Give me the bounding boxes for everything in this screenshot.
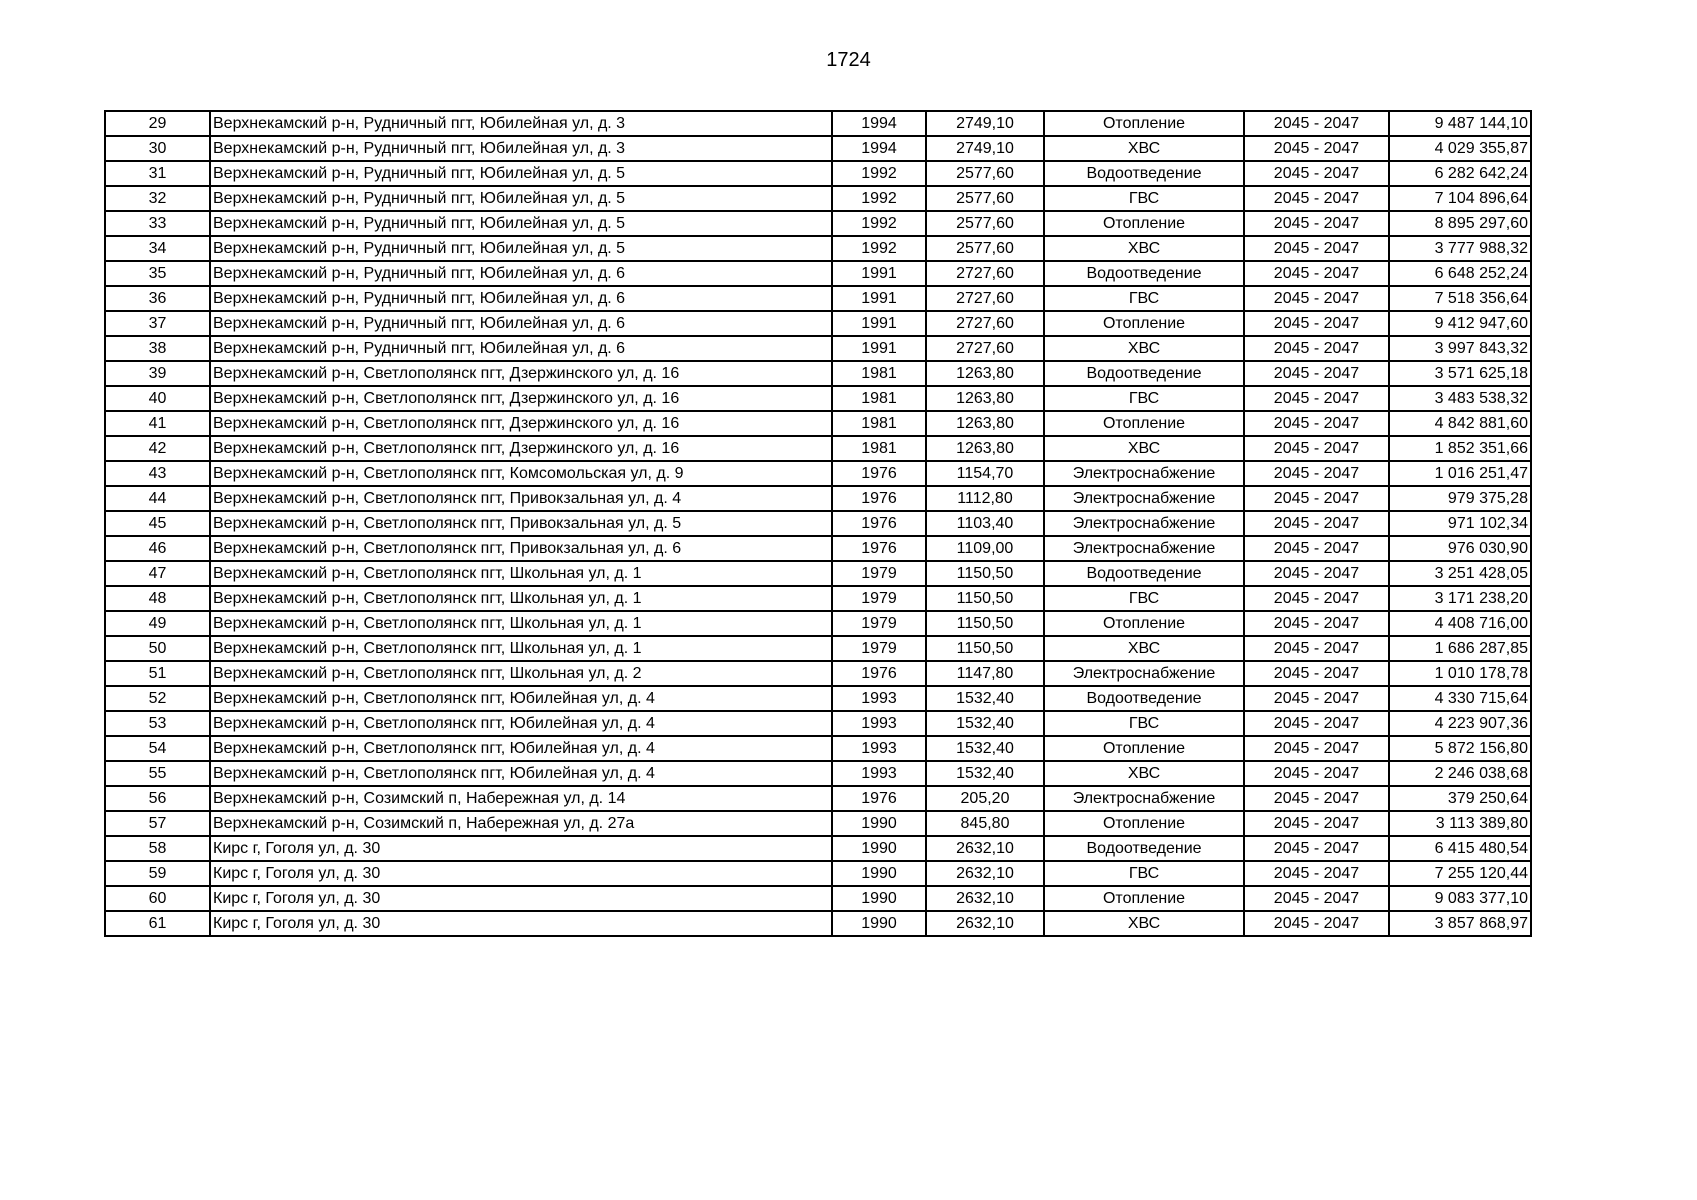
row-number-cell: 50	[105, 636, 210, 661]
area-cell: 2577,60	[926, 161, 1044, 186]
address-cell: Кирс г, Гоголя ул, д. 30	[210, 886, 832, 911]
cost-cell: 5 872 156,80	[1389, 736, 1531, 761]
area-cell: 1263,80	[926, 436, 1044, 461]
utility-system-cell: Электроснабжение	[1044, 486, 1244, 511]
address-cell: Кирс г, Гоголя ул, д. 30	[210, 861, 832, 886]
build-year-cell: 1981	[832, 436, 926, 461]
cost-cell: 9 487 144,10	[1389, 111, 1531, 136]
repair-period-cell: 2045 - 2047	[1244, 411, 1389, 436]
address-cell: Верхнекамский р-н, Светлополянск пгт, Юбилейная ул, д. 4	[210, 711, 832, 736]
area-cell: 1532,40	[926, 736, 1044, 761]
repair-period-cell: 2045 - 2047	[1244, 836, 1389, 861]
row-number-cell: 46	[105, 536, 210, 561]
repair-period-cell: 2045 - 2047	[1244, 111, 1389, 136]
build-year-cell: 1990	[832, 911, 926, 936]
repair-period-cell: 2045 - 2047	[1244, 486, 1389, 511]
cost-cell: 4 330 715,64	[1389, 686, 1531, 711]
row-number-cell: 44	[105, 486, 210, 511]
address-cell: Верхнекамский р-н, Светлополянск пгт, Привокзальная ул, д. 5	[210, 511, 832, 536]
table-row	[105, 411, 1531, 436]
repair-period-cell: 2045 - 2047	[1244, 761, 1389, 786]
address-cell: Верхнекамский р-н, Светлополянск пгт, Дзержинского ул, д. 16	[210, 411, 832, 436]
row-number-cell: 55	[105, 761, 210, 786]
utility-system-cell: Водоотведение	[1044, 161, 1244, 186]
address-cell: Верхнекамский р-н, Рудничный пгт, Юбилейная ул, д. 5	[210, 186, 832, 211]
row-number-cell: 39	[105, 361, 210, 386]
cost-cell: 4 029 355,87	[1389, 136, 1531, 161]
repair-period-cell: 2045 - 2047	[1244, 811, 1389, 836]
build-year-cell: 1994	[832, 111, 926, 136]
repair-period-cell: 2045 - 2047	[1244, 736, 1389, 761]
cost-cell: 2 246 038,68	[1389, 761, 1531, 786]
address-cell: Верхнекамский р-н, Рудничный пгт, Юбилейная ул, д. 5	[210, 211, 832, 236]
utility-system-cell: Водоотведение	[1044, 361, 1244, 386]
table-row	[105, 536, 1531, 561]
address-cell: Кирс г, Гоголя ул, д. 30	[210, 836, 832, 861]
table-row	[105, 361, 1531, 386]
area-cell: 1532,40	[926, 711, 1044, 736]
repair-period-cell: 2045 - 2047	[1244, 711, 1389, 736]
utility-system-cell: Водоотведение	[1044, 836, 1244, 861]
area-cell: 2727,60	[926, 286, 1044, 311]
cost-cell: 3 857 868,97	[1389, 911, 1531, 936]
address-cell: Верхнекамский р-н, Светлополянск пгт, Юбилейная ул, д. 4	[210, 686, 832, 711]
build-year-cell: 1976	[832, 786, 926, 811]
row-number-cell: 48	[105, 586, 210, 611]
cost-cell: 3 777 988,32	[1389, 236, 1531, 261]
build-year-cell: 1981	[832, 386, 926, 411]
table-row	[105, 236, 1531, 261]
row-number-cell: 33	[105, 211, 210, 236]
row-number-cell: 43	[105, 461, 210, 486]
repair-period-cell: 2045 - 2047	[1244, 686, 1389, 711]
area-cell: 1109,00	[926, 536, 1044, 561]
repair-period-cell: 2045 - 2047	[1244, 611, 1389, 636]
utility-system-cell: ХВС	[1044, 636, 1244, 661]
table-row	[105, 911, 1531, 936]
utility-system-cell: ГВС	[1044, 286, 1244, 311]
repair-period-cell: 2045 - 2047	[1244, 311, 1389, 336]
repair-period-cell: 2045 - 2047	[1244, 911, 1389, 936]
table-row	[105, 861, 1531, 886]
utility-system-cell: ХВС	[1044, 136, 1244, 161]
row-number-cell: 30	[105, 136, 210, 161]
repair-period-cell: 2045 - 2047	[1244, 661, 1389, 686]
area-cell: 1263,80	[926, 411, 1044, 436]
cost-cell: 979 375,28	[1389, 486, 1531, 511]
utility-system-cell: Отопление	[1044, 736, 1244, 761]
build-year-cell: 1991	[832, 261, 926, 286]
repair-schedule-table	[104, 110, 1532, 937]
area-cell: 2632,10	[926, 886, 1044, 911]
cost-cell: 971 102,34	[1389, 511, 1531, 536]
area-cell: 1532,40	[926, 686, 1044, 711]
utility-system-cell: Отопление	[1044, 311, 1244, 336]
address-cell: Верхнекамский р-н, Светлополянск пгт, Юбилейная ул, д. 4	[210, 761, 832, 786]
row-number-cell: 37	[105, 311, 210, 336]
utility-system-cell: ХВС	[1044, 236, 1244, 261]
table-row	[105, 436, 1531, 461]
row-number-cell: 34	[105, 236, 210, 261]
build-year-cell: 1993	[832, 761, 926, 786]
utility-system-cell: Водоотведение	[1044, 261, 1244, 286]
cost-cell: 3 113 389,80	[1389, 811, 1531, 836]
table-row	[105, 511, 1531, 536]
area-cell: 2577,60	[926, 236, 1044, 261]
build-year-cell: 1979	[832, 636, 926, 661]
address-cell: Верхнекамский р-н, Рудничный пгт, Юбилейная ул, д. 3	[210, 136, 832, 161]
utility-system-cell: ГВС	[1044, 711, 1244, 736]
row-number-cell: 49	[105, 611, 210, 636]
address-cell: Верхнекамский р-н, Созимский п, Набережная ул, д. 27а	[210, 811, 832, 836]
table-row	[105, 336, 1531, 361]
cost-cell: 8 895 297,60	[1389, 211, 1531, 236]
repair-period-cell: 2045 - 2047	[1244, 586, 1389, 611]
build-year-cell: 1992	[832, 186, 926, 211]
build-year-cell: 1992	[832, 211, 926, 236]
cost-cell: 1 852 351,66	[1389, 436, 1531, 461]
utility-system-cell: ГВС	[1044, 861, 1244, 886]
cost-cell: 3 483 538,32	[1389, 386, 1531, 411]
area-cell: 2632,10	[926, 836, 1044, 861]
area-cell: 1154,70	[926, 461, 1044, 486]
cost-cell: 4 842 881,60	[1389, 411, 1531, 436]
area-cell: 2749,10	[926, 111, 1044, 136]
area-cell: 1103,40	[926, 511, 1044, 536]
build-year-cell: 1976	[832, 536, 926, 561]
area-cell: 2727,60	[926, 336, 1044, 361]
repair-period-cell: 2045 - 2047	[1244, 336, 1389, 361]
cost-cell: 6 648 252,24	[1389, 261, 1531, 286]
repair-period-cell: 2045 - 2047	[1244, 261, 1389, 286]
repair-period-cell: 2045 - 2047	[1244, 136, 1389, 161]
table-row	[105, 736, 1531, 761]
area-cell: 1147,80	[926, 661, 1044, 686]
address-cell: Верхнекамский р-н, Рудничный пгт, Юбилейная ул, д. 6	[210, 336, 832, 361]
row-number-cell: 42	[105, 436, 210, 461]
row-number-cell: 54	[105, 736, 210, 761]
utility-system-cell: Отопление	[1044, 886, 1244, 911]
utility-system-cell: Электроснабжение	[1044, 511, 1244, 536]
build-year-cell: 1976	[832, 511, 926, 536]
area-cell: 2577,60	[926, 186, 1044, 211]
build-year-cell: 1976	[832, 461, 926, 486]
area-cell: 2727,60	[926, 261, 1044, 286]
row-number-cell: 56	[105, 786, 210, 811]
table-row	[105, 686, 1531, 711]
cost-cell: 6 282 642,24	[1389, 161, 1531, 186]
row-number-cell: 53	[105, 711, 210, 736]
address-cell: Верхнекамский р-н, Светлополянск пгт, Дзержинского ул, д. 16	[210, 386, 832, 411]
utility-system-cell: Электроснабжение	[1044, 536, 1244, 561]
address-cell: Верхнекамский р-н, Светлополянск пгт, Школьная ул, д. 1	[210, 611, 832, 636]
address-cell: Верхнекамский р-н, Светлополянск пгт, Школьная ул, д. 2	[210, 661, 832, 686]
address-cell: Верхнекамский р-н, Рудничный пгт, Юбилейная ул, д. 6	[210, 261, 832, 286]
repair-period-cell: 2045 - 2047	[1244, 636, 1389, 661]
row-number-cell: 35	[105, 261, 210, 286]
row-number-cell: 31	[105, 161, 210, 186]
table-row	[105, 136, 1531, 161]
table-row	[105, 836, 1531, 861]
table-row	[105, 661, 1531, 686]
area-cell: 2632,10	[926, 911, 1044, 936]
table-row	[105, 186, 1531, 211]
cost-cell: 6 415 480,54	[1389, 836, 1531, 861]
row-number-cell: 40	[105, 386, 210, 411]
cost-cell: 9 083 377,10	[1389, 886, 1531, 911]
utility-system-cell: Водоотведение	[1044, 561, 1244, 586]
utility-system-cell: Электроснабжение	[1044, 786, 1244, 811]
repair-period-cell: 2045 - 2047	[1244, 561, 1389, 586]
repair-period-cell: 2045 - 2047	[1244, 161, 1389, 186]
address-cell: Верхнекамский р-н, Светлополянск пгт, Дзержинского ул, д. 16	[210, 436, 832, 461]
build-year-cell: 1991	[832, 311, 926, 336]
table-body	[105, 111, 1531, 936]
utility-system-cell: Отопление	[1044, 111, 1244, 136]
utility-system-cell: Отопление	[1044, 411, 1244, 436]
utility-system-cell: ГВС	[1044, 386, 1244, 411]
utility-system-cell: Электроснабжение	[1044, 661, 1244, 686]
cost-cell: 1 686 287,85	[1389, 636, 1531, 661]
page-number: 1724	[826, 49, 871, 71]
row-number-cell: 47	[105, 561, 210, 586]
area-cell: 2749,10	[926, 136, 1044, 161]
address-cell: Верхнекамский р-н, Светлополянск пгт, Дзержинского ул, д. 16	[210, 361, 832, 386]
repair-period-cell: 2045 - 2047	[1244, 211, 1389, 236]
build-year-cell: 1990	[832, 861, 926, 886]
utility-system-cell: Электроснабжение	[1044, 461, 1244, 486]
address-cell: Кирс г, Гоголя ул, д. 30	[210, 911, 832, 936]
row-number-cell: 58	[105, 836, 210, 861]
cost-cell: 7 255 120,44	[1389, 861, 1531, 886]
address-cell: Верхнекамский р-н, Светлополянск пгт, Школьная ул, д. 1	[210, 561, 832, 586]
utility-system-cell: ГВС	[1044, 186, 1244, 211]
table-row	[105, 711, 1531, 736]
row-number-cell: 60	[105, 886, 210, 911]
address-cell: Верхнекамский р-н, Светлополянск пгт, Комсомольская ул, д. 9	[210, 461, 832, 486]
row-number-cell: 52	[105, 686, 210, 711]
build-year-cell: 1981	[832, 361, 926, 386]
address-cell: Верхнекамский р-н, Светлополянск пгт, Юбилейная ул, д. 4	[210, 736, 832, 761]
table-row	[105, 486, 1531, 511]
utility-system-cell: ХВС	[1044, 761, 1244, 786]
repair-period-cell: 2045 - 2047	[1244, 886, 1389, 911]
area-cell: 845,80	[926, 811, 1044, 836]
area-cell: 2577,60	[926, 211, 1044, 236]
build-year-cell: 1991	[832, 336, 926, 361]
address-cell: Верхнекамский р-н, Рудничный пгт, Юбилейная ул, д. 5	[210, 161, 832, 186]
table-row	[105, 386, 1531, 411]
build-year-cell: 1991	[832, 286, 926, 311]
address-cell: Верхнекамский р-н, Рудничный пгт, Юбилейная ул, д. 6	[210, 311, 832, 336]
address-cell: Верхнекамский р-н, Светлополянск пгт, Школьная ул, д. 1	[210, 636, 832, 661]
cost-cell: 7 104 896,64	[1389, 186, 1531, 211]
repair-period-cell: 2045 - 2047	[1244, 511, 1389, 536]
table-row	[105, 761, 1531, 786]
area-cell: 1150,50	[926, 611, 1044, 636]
table-row	[105, 636, 1531, 661]
area-cell: 1112,80	[926, 486, 1044, 511]
cost-cell: 4 223 907,36	[1389, 711, 1531, 736]
row-number-cell: 59	[105, 861, 210, 886]
build-year-cell: 1990	[832, 836, 926, 861]
area-cell: 205,20	[926, 786, 1044, 811]
cost-cell: 1 010 178,78	[1389, 661, 1531, 686]
table-row	[105, 461, 1531, 486]
cost-cell: 9 412 947,60	[1389, 311, 1531, 336]
area-cell: 1150,50	[926, 561, 1044, 586]
repair-period-cell: 2045 - 2047	[1244, 186, 1389, 211]
cost-cell: 379 250,64	[1389, 786, 1531, 811]
table-row	[105, 161, 1531, 186]
address-cell: Верхнекамский р-н, Светлополянск пгт, Привокзальная ул, д. 6	[210, 536, 832, 561]
row-number-cell: 57	[105, 811, 210, 836]
row-number-cell: 45	[105, 511, 210, 536]
repair-period-cell: 2045 - 2047	[1244, 436, 1389, 461]
utility-system-cell: ХВС	[1044, 336, 1244, 361]
area-cell: 1150,50	[926, 636, 1044, 661]
build-year-cell: 1992	[832, 236, 926, 261]
build-year-cell: 1979	[832, 611, 926, 636]
cost-cell: 3 997 843,32	[1389, 336, 1531, 361]
repair-period-cell: 2045 - 2047	[1244, 786, 1389, 811]
cost-cell: 3 171 238,20	[1389, 586, 1531, 611]
cost-cell: 3 251 428,05	[1389, 561, 1531, 586]
build-year-cell: 1979	[832, 586, 926, 611]
table-row	[105, 811, 1531, 836]
row-number-cell: 38	[105, 336, 210, 361]
cost-cell: 7 518 356,64	[1389, 286, 1531, 311]
area-cell: 1150,50	[926, 586, 1044, 611]
utility-system-cell: Водоотведение	[1044, 686, 1244, 711]
repair-period-cell: 2045 - 2047	[1244, 461, 1389, 486]
repair-period-cell: 2045 - 2047	[1244, 286, 1389, 311]
utility-system-cell: ХВС	[1044, 436, 1244, 461]
row-number-cell: 36	[105, 286, 210, 311]
table-row	[105, 261, 1531, 286]
utility-system-cell: Отопление	[1044, 611, 1244, 636]
row-number-cell: 32	[105, 186, 210, 211]
table-row	[105, 111, 1531, 136]
repair-period-cell: 2045 - 2047	[1244, 236, 1389, 261]
table-row	[105, 611, 1531, 636]
build-year-cell: 1990	[832, 811, 926, 836]
area-cell: 1263,80	[926, 361, 1044, 386]
area-cell: 2632,10	[926, 861, 1044, 886]
build-year-cell: 1976	[832, 486, 926, 511]
build-year-cell: 1994	[832, 136, 926, 161]
cost-cell: 976 030,90	[1389, 536, 1531, 561]
cost-cell: 1 016 251,47	[1389, 461, 1531, 486]
address-cell: Верхнекамский р-н, Созимский п, Набережная ул, д. 14	[210, 786, 832, 811]
row-number-cell: 29	[105, 111, 210, 136]
row-number-cell: 51	[105, 661, 210, 686]
address-cell: Верхнекамский р-н, Светлополянск пгт, Привокзальная ул, д. 4	[210, 486, 832, 511]
area-cell: 2727,60	[926, 311, 1044, 336]
address-cell: Верхнекамский р-н, Светлополянск пгт, Школьная ул, д. 1	[210, 586, 832, 611]
utility-system-cell: ХВС	[1044, 911, 1244, 936]
table-row	[105, 586, 1531, 611]
build-year-cell: 1993	[832, 686, 926, 711]
build-year-cell: 1979	[832, 561, 926, 586]
area-cell: 1532,40	[926, 761, 1044, 786]
address-cell: Верхнекамский р-н, Рудничный пгт, Юбилейная ул, д. 5	[210, 236, 832, 261]
row-number-cell: 61	[105, 911, 210, 936]
build-year-cell: 1990	[832, 886, 926, 911]
table-row	[105, 786, 1531, 811]
row-number-cell: 41	[105, 411, 210, 436]
utility-system-cell: Отопление	[1044, 211, 1244, 236]
table-row	[105, 311, 1531, 336]
utility-system-cell: ГВС	[1044, 586, 1244, 611]
cost-cell: 4 408 716,00	[1389, 611, 1531, 636]
build-year-cell: 1993	[832, 711, 926, 736]
build-year-cell: 1981	[832, 411, 926, 436]
build-year-cell: 1976	[832, 661, 926, 686]
table-row	[105, 561, 1531, 586]
cost-cell: 3 571 625,18	[1389, 361, 1531, 386]
repair-period-cell: 2045 - 2047	[1244, 361, 1389, 386]
table-row	[105, 211, 1531, 236]
build-year-cell: 1992	[832, 161, 926, 186]
area-cell: 1263,80	[926, 386, 1044, 411]
address-cell: Верхнекамский р-н, Рудничный пгт, Юбилейная ул, д. 3	[210, 111, 832, 136]
repair-period-cell: 2045 - 2047	[1244, 861, 1389, 886]
repair-period-cell: 2045 - 2047	[1244, 536, 1389, 561]
utility-system-cell: Отопление	[1044, 811, 1244, 836]
table-row	[105, 286, 1531, 311]
table-row	[105, 886, 1531, 911]
address-cell: Верхнекамский р-н, Рудничный пгт, Юбилейная ул, д. 6	[210, 286, 832, 311]
build-year-cell: 1993	[832, 736, 926, 761]
repair-period-cell: 2045 - 2047	[1244, 386, 1389, 411]
